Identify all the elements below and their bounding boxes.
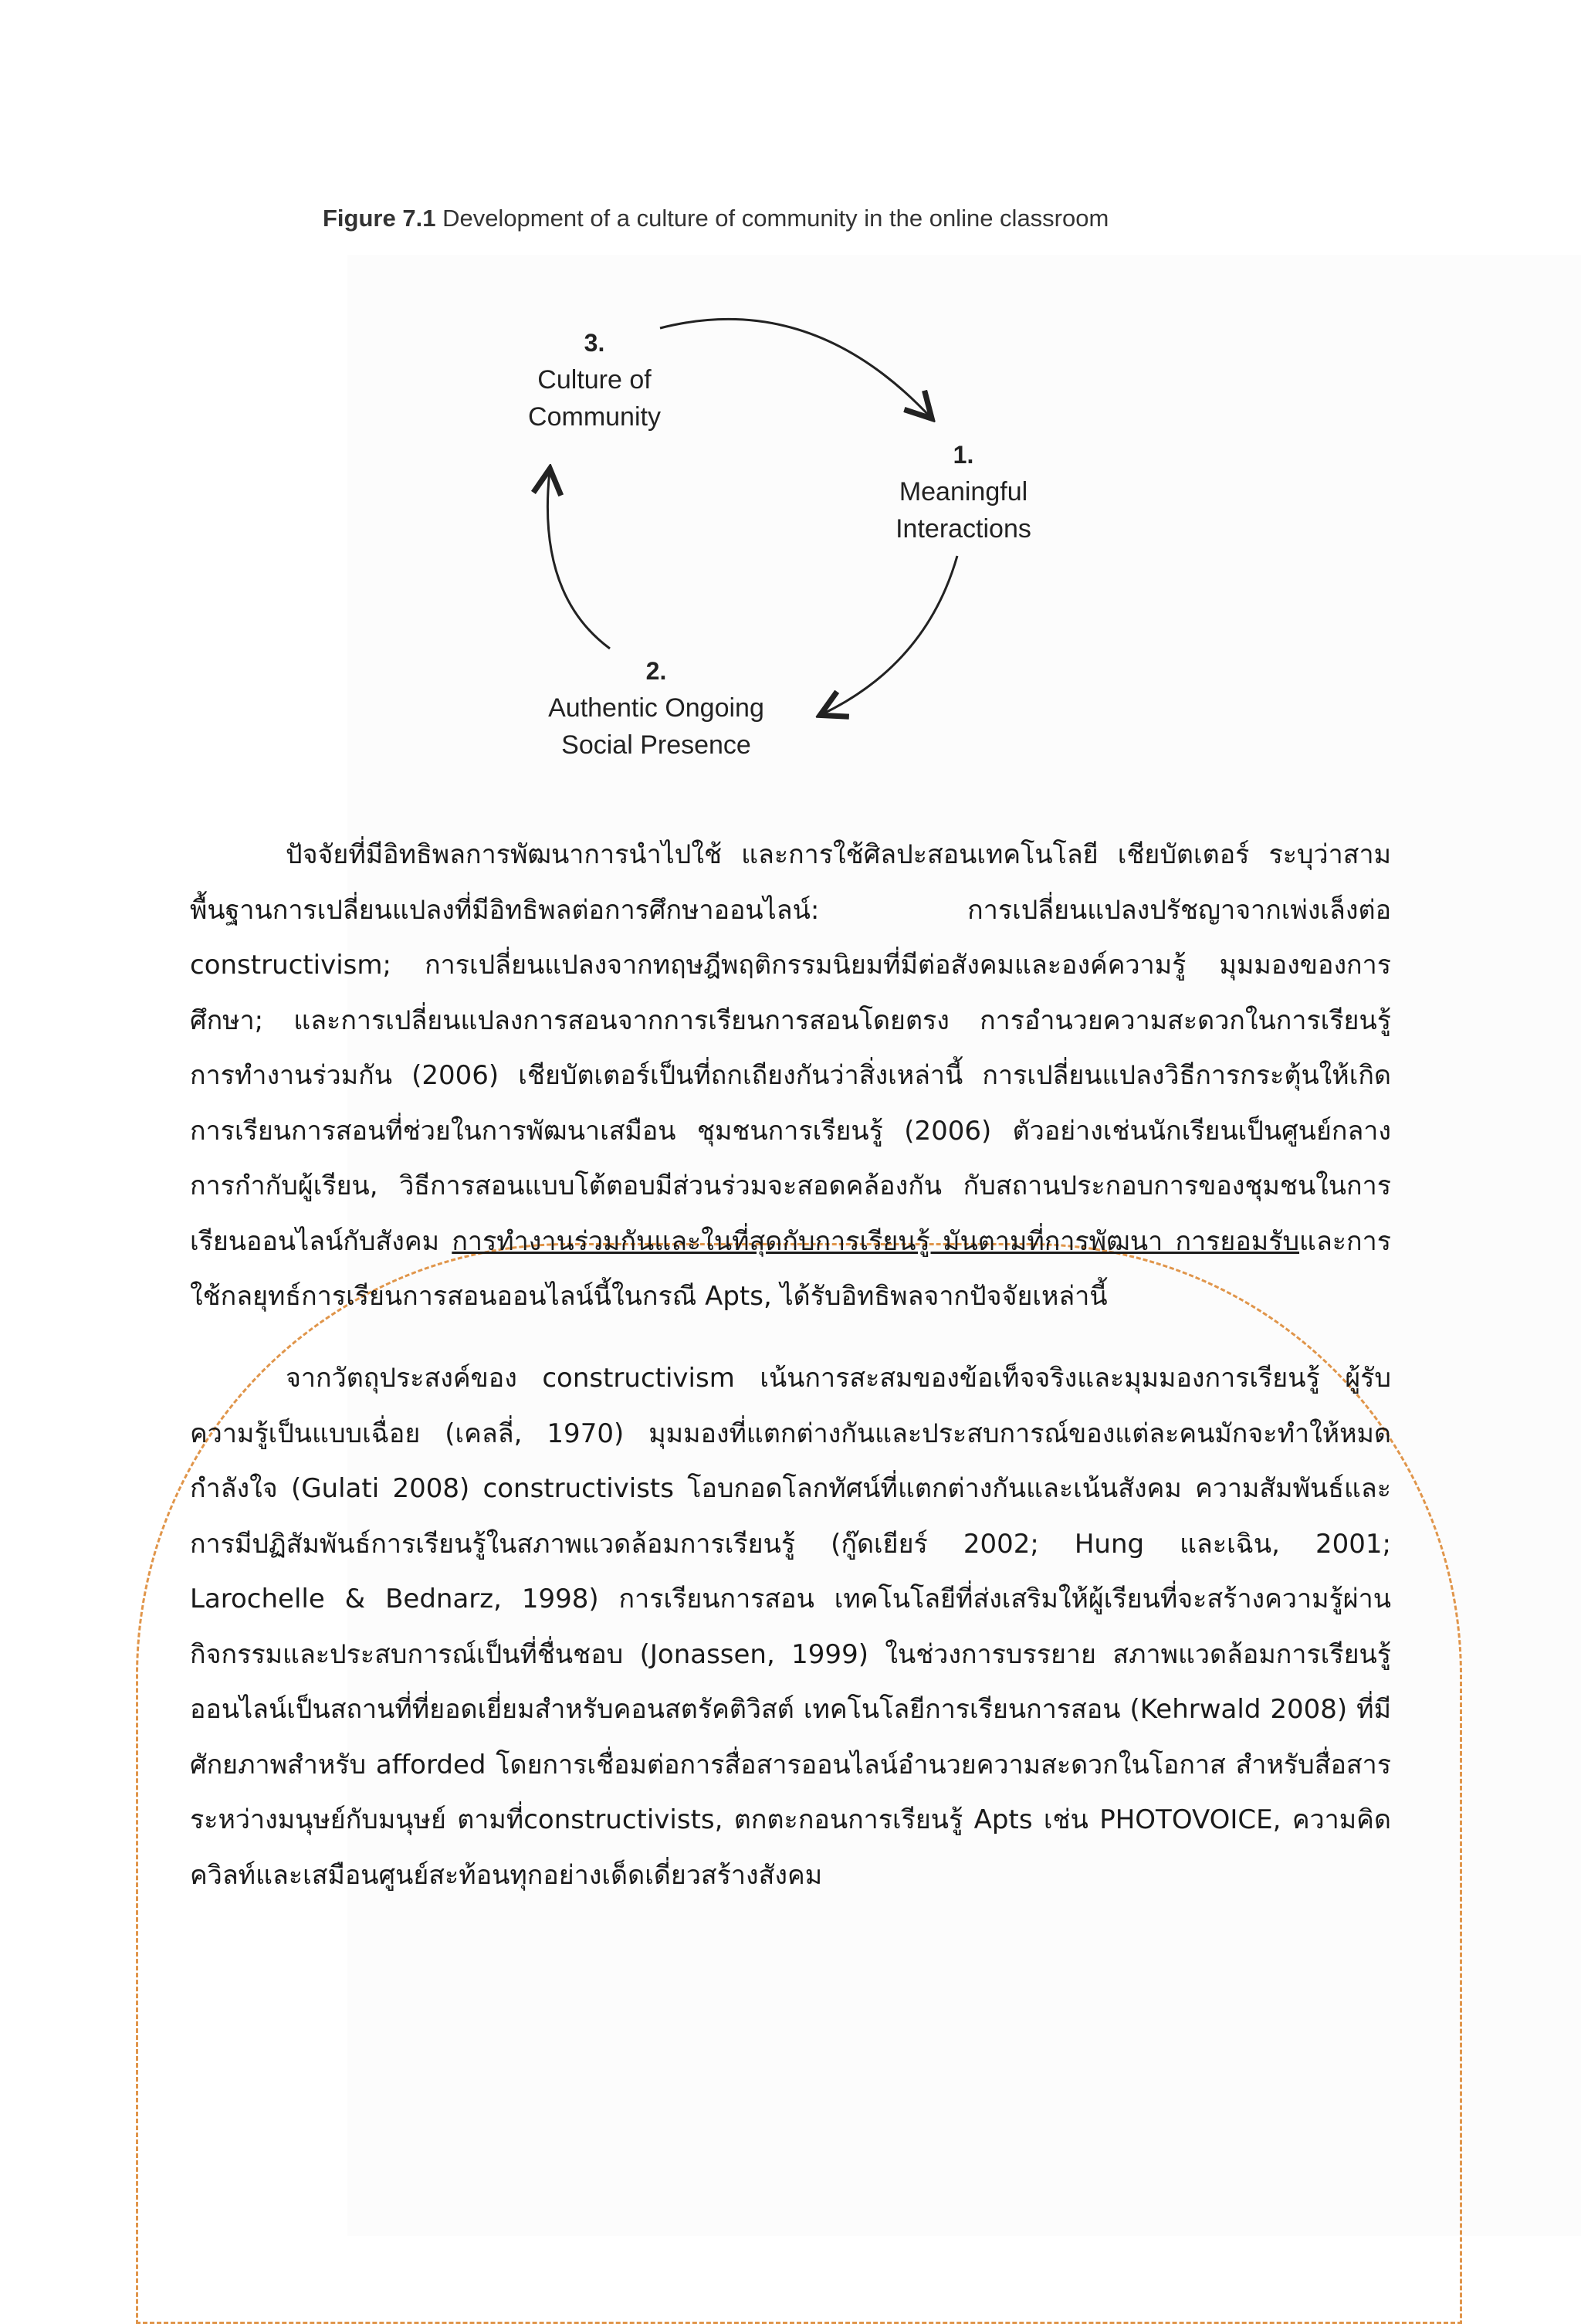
cycle-diagram xyxy=(494,293,1081,788)
underlined-text: การทำงานร่วมกันและในที่สุดกับการเรียนรู้ มันตามที่การพัฒนา การยอมรับ xyxy=(452,1225,1300,1257)
figure-title: Development of a culture of community in the online classroom xyxy=(442,205,1109,232)
node-meaningful-interactions: 1. Meaningful Interactions xyxy=(895,441,1031,544)
node-authentic-social-presence: 2. Authentic Ongoing Social Presence xyxy=(548,657,764,760)
paragraph-1: ปัจจัยที่มีอิทธิพลการพัฒนาการนำไปใช้ และการใช้ศิลปะสอนเทคโนโลยี เชียบัตเตอร์ ระบุว่าสามพื้นฐานการเปลี่ยนแปลงที่มีอิทธิพลต่อการศึกษาออนไลน์: การเปลี่ยนแปลงปรัชญาจากเพ่งเล็งต่อ constructivism; การเปลี่ยนแปลงจากทฤษฎีพฤติกรรมนิยมที่มีต่อสังคมและองค์ความรู้ มุมมองของการศึกษา; และการเปลี่ยนแปลงการสอนจากการเรียนการสอนโดยตรง การอำนวยความสะดวกในการเรียนรู้การทำงานร่วมกัน (2006) เชียบัตเตอร์เป็นที่ถกเถียงกันว่าสิ่งเหล่านี้ การเปลี่ยนแปลงวิธีการกระตุ้นให้เกิดการเรียนการสอนที่ช่วยในการพัฒนาเสมือน ชุมชนการเรียนรู้ (2006) ตัวอย่างเช่นนักเรียนเป็นศูนย์กลาง การกำกับผู้เรียน, วิธีการสอนแบบโต้ตอบมีส่วนร่วมจะสอดคล้องกัน กับสถานประกอบการของชุมชนในการเรียนออนไลน์กับสังคม การทำงานร่วมกันและในที่สุดกับการเรียนรู้ มันตามที่การพัฒนา การยอมรับและการใช้กลยุทธ์การเรียนการสอนออนไลน์นี้ในกรณี Apts, ได้รับอิทธิพลจากปัจจัยเหล่านี้ xyxy=(190,839,1391,1312)
arrow-1-to-2 xyxy=(822,556,957,714)
node-culture-of-community: 3. Culture of Community xyxy=(528,329,661,432)
arrow-3-to-1 xyxy=(660,319,930,417)
paragraph-2: จากวัตถุประสงค์ของ constructivism เน้นการสะสมของข้อเท็จจริงและมุมมองการเรียนรู้ ผู้รับความรู้เป็นแบบเฉื่อย (เคลลี่, 1970) มุมมองที่แตกต่างกันและประสบการณ์ของแต่ละคนมักจะทำให้หมดกำลังใจ (Gulati 2008) constructivists โอบกอดโลกทัศน์ที่แตกต่างกันและเน้นสังคม ความสัมพันธ์และการมีปฏิสัมพันธ์การเรียนรู้ในสภาพแวดล้อมการเรียนรู้ (กู๊ดเยียร์ 2002; Hung และเฉิน, 2001; Larochelle & Bednarz, 1998) การเรียนการสอน เทคโนโลยีที่ส่งเสริมให้ผู้เรียนที่จะสร้างความรู้ผ่าน กิจกรรมและประสบการณ์เป็นที่ชื่นชอบ (Jonassen, 1999) ในช่วงการบรรยาย สภาพแวดล้อมการเรียนรู้ออนไลน์เป็นสถานที่ที่ยอดเยี่ยมสำหรับคอนสตรัคติวิสต์ เทคโนโลยีการเรียนการสอน (Kehrwald 2008) ที่มีศักยภาพสำหรับ afforded โดยการเชื่อมต่อการสื่อสารออนไลน์อำนวยความสะดวกในโอกาส สำหรับสื่อสารระหว่างมนุษย์กับมนุษย์ ตามที่constructivists, ตกตะกอนการเรียนรู้ Apts เช่น PHOTOVOICE, ความคิด ควิลท์และเสมือนศูนย์สะท้อนทุกอย่างเด็ดเดี่ยวสร้างสังคม xyxy=(190,1363,1391,1891)
figure-caption xyxy=(323,205,1109,232)
arrow-2-to-3 xyxy=(547,471,610,649)
figure-number: Figure 7.1 xyxy=(323,205,436,232)
